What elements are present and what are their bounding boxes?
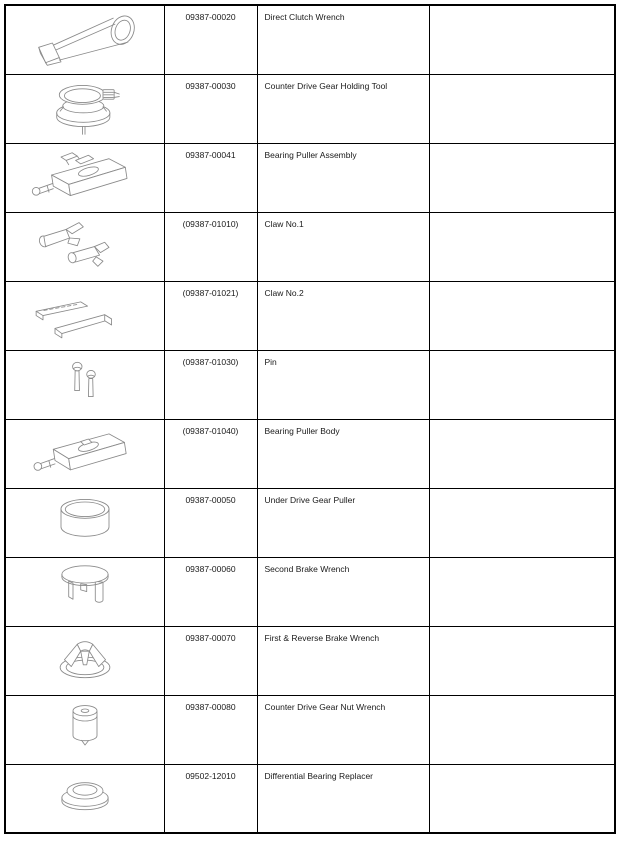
notes-cell <box>429 281 615 350</box>
tool-illustration-cell <box>5 212 164 281</box>
notes-cell <box>429 5 615 74</box>
description-cell <box>257 626 429 695</box>
tool-illustration-cell <box>5 695 164 764</box>
notes-cell <box>429 419 615 488</box>
part-number-cell <box>164 626 257 695</box>
notes-cell <box>429 764 615 833</box>
first-reverse-brake-wrench-icon <box>20 628 150 688</box>
notes-cell <box>429 212 615 281</box>
tool-description: Bearing Puller Assembly <box>264 149 357 160</box>
part-number-cell <box>164 281 257 350</box>
description-cell <box>257 5 429 74</box>
notes-cell <box>429 695 615 764</box>
tool-description: Claw No.2 <box>264 287 304 298</box>
second-brake-wrench-icon <box>20 559 150 619</box>
counter-drive-gear-nut-wrench-icon <box>20 697 150 757</box>
part-number-cell <box>164 764 257 833</box>
notes-cell <box>429 488 615 557</box>
part-number: 09387-00060 <box>185 563 236 574</box>
tool-description: First & Reverse Brake Wrench <box>264 632 380 643</box>
part-number: 09387-00050 <box>185 494 236 505</box>
tool-illustration-cell <box>5 488 164 557</box>
table-row <box>5 350 615 419</box>
claw-no1-icon <box>20 214 150 274</box>
description-cell <box>257 695 429 764</box>
tool-description: Counter Drive Gear Nut Wrench <box>264 701 386 712</box>
pin-icon <box>20 352 150 412</box>
tool-illustration-cell <box>5 419 164 488</box>
tool-description: Differential Bearing Replacer <box>264 770 374 781</box>
description-cell <box>257 143 429 212</box>
part-number: 09387-00080 <box>185 701 236 712</box>
part-number: 09387-00070 <box>185 632 236 643</box>
table-row <box>5 557 615 626</box>
part-number: (09387-01021) <box>182 287 239 298</box>
table-row <box>5 695 615 764</box>
table-row <box>5 764 615 833</box>
tool-illustration-cell <box>5 626 164 695</box>
table-row <box>5 74 615 143</box>
sst-table <box>4 4 616 834</box>
description-cell <box>257 350 429 419</box>
part-number: (09387-01040) <box>182 425 239 436</box>
claw-no2-icon <box>20 283 150 343</box>
part-number-cell <box>164 143 257 212</box>
part-number: (09387-01010) <box>182 218 239 229</box>
description-cell <box>257 488 429 557</box>
tool-description: Second Brake Wrench <box>264 563 350 574</box>
part-number-cell <box>164 74 257 143</box>
table-row <box>5 626 615 695</box>
table-row <box>5 5 615 74</box>
tool-illustration-cell <box>5 764 164 833</box>
tool-description: Under Drive Gear Puller <box>264 494 356 505</box>
description-cell <box>257 419 429 488</box>
tool-illustration-cell <box>5 5 164 74</box>
tool-illustration-cell <box>5 74 164 143</box>
tool-illustration-cell <box>5 281 164 350</box>
part-number: 09502-12010 <box>185 770 236 781</box>
tool-description: Bearing Puller Body <box>264 425 340 436</box>
part-number: 09387-00020 <box>185 12 236 22</box>
part-number-cell <box>164 350 257 419</box>
part-number-cell <box>164 5 257 74</box>
bearing-puller-body-icon <box>20 421 150 481</box>
table-row <box>5 488 615 557</box>
manual-page <box>4 4 616 834</box>
notes-cell <box>429 74 615 143</box>
under-drive-gear-puller-icon <box>20 490 150 550</box>
part-number-cell <box>164 419 257 488</box>
part-number: 09387-00041 <box>185 149 236 160</box>
notes-cell <box>429 350 615 419</box>
differential-bearing-replacer-icon <box>20 766 150 826</box>
notes-cell <box>429 143 615 212</box>
description-cell <box>257 74 429 143</box>
part-number-cell <box>164 488 257 557</box>
counter-drive-gear-holding-tool-icon <box>20 76 150 136</box>
tool-illustration-cell <box>5 557 164 626</box>
direct-clutch-wrench-icon <box>20 7 150 67</box>
tool-illustration-cell <box>5 143 164 212</box>
part-number: 09387-00030 <box>185 80 236 91</box>
tool-description: Pin <box>264 356 277 367</box>
notes-cell <box>429 626 615 695</box>
tool-illustration-cell <box>5 350 164 419</box>
description-cell <box>257 281 429 350</box>
part-number: (09387-01030) <box>182 356 239 367</box>
tool-description: Direct Clutch Wrench <box>264 12 345 22</box>
description-cell <box>257 557 429 626</box>
description-cell <box>257 764 429 833</box>
bearing-puller-assembly-icon <box>20 145 150 205</box>
tool-description: Counter Drive Gear Holding Tool <box>264 80 388 91</box>
table-row <box>5 143 615 212</box>
table-row <box>5 281 615 350</box>
part-number-cell <box>164 212 257 281</box>
notes-cell <box>429 557 615 626</box>
tool-description: Claw No.1 <box>264 218 304 229</box>
description-cell <box>257 212 429 281</box>
table-body <box>5 5 615 833</box>
table-row <box>5 419 615 488</box>
table-row <box>5 212 615 281</box>
part-number-cell <box>164 695 257 764</box>
part-number-cell <box>164 557 257 626</box>
